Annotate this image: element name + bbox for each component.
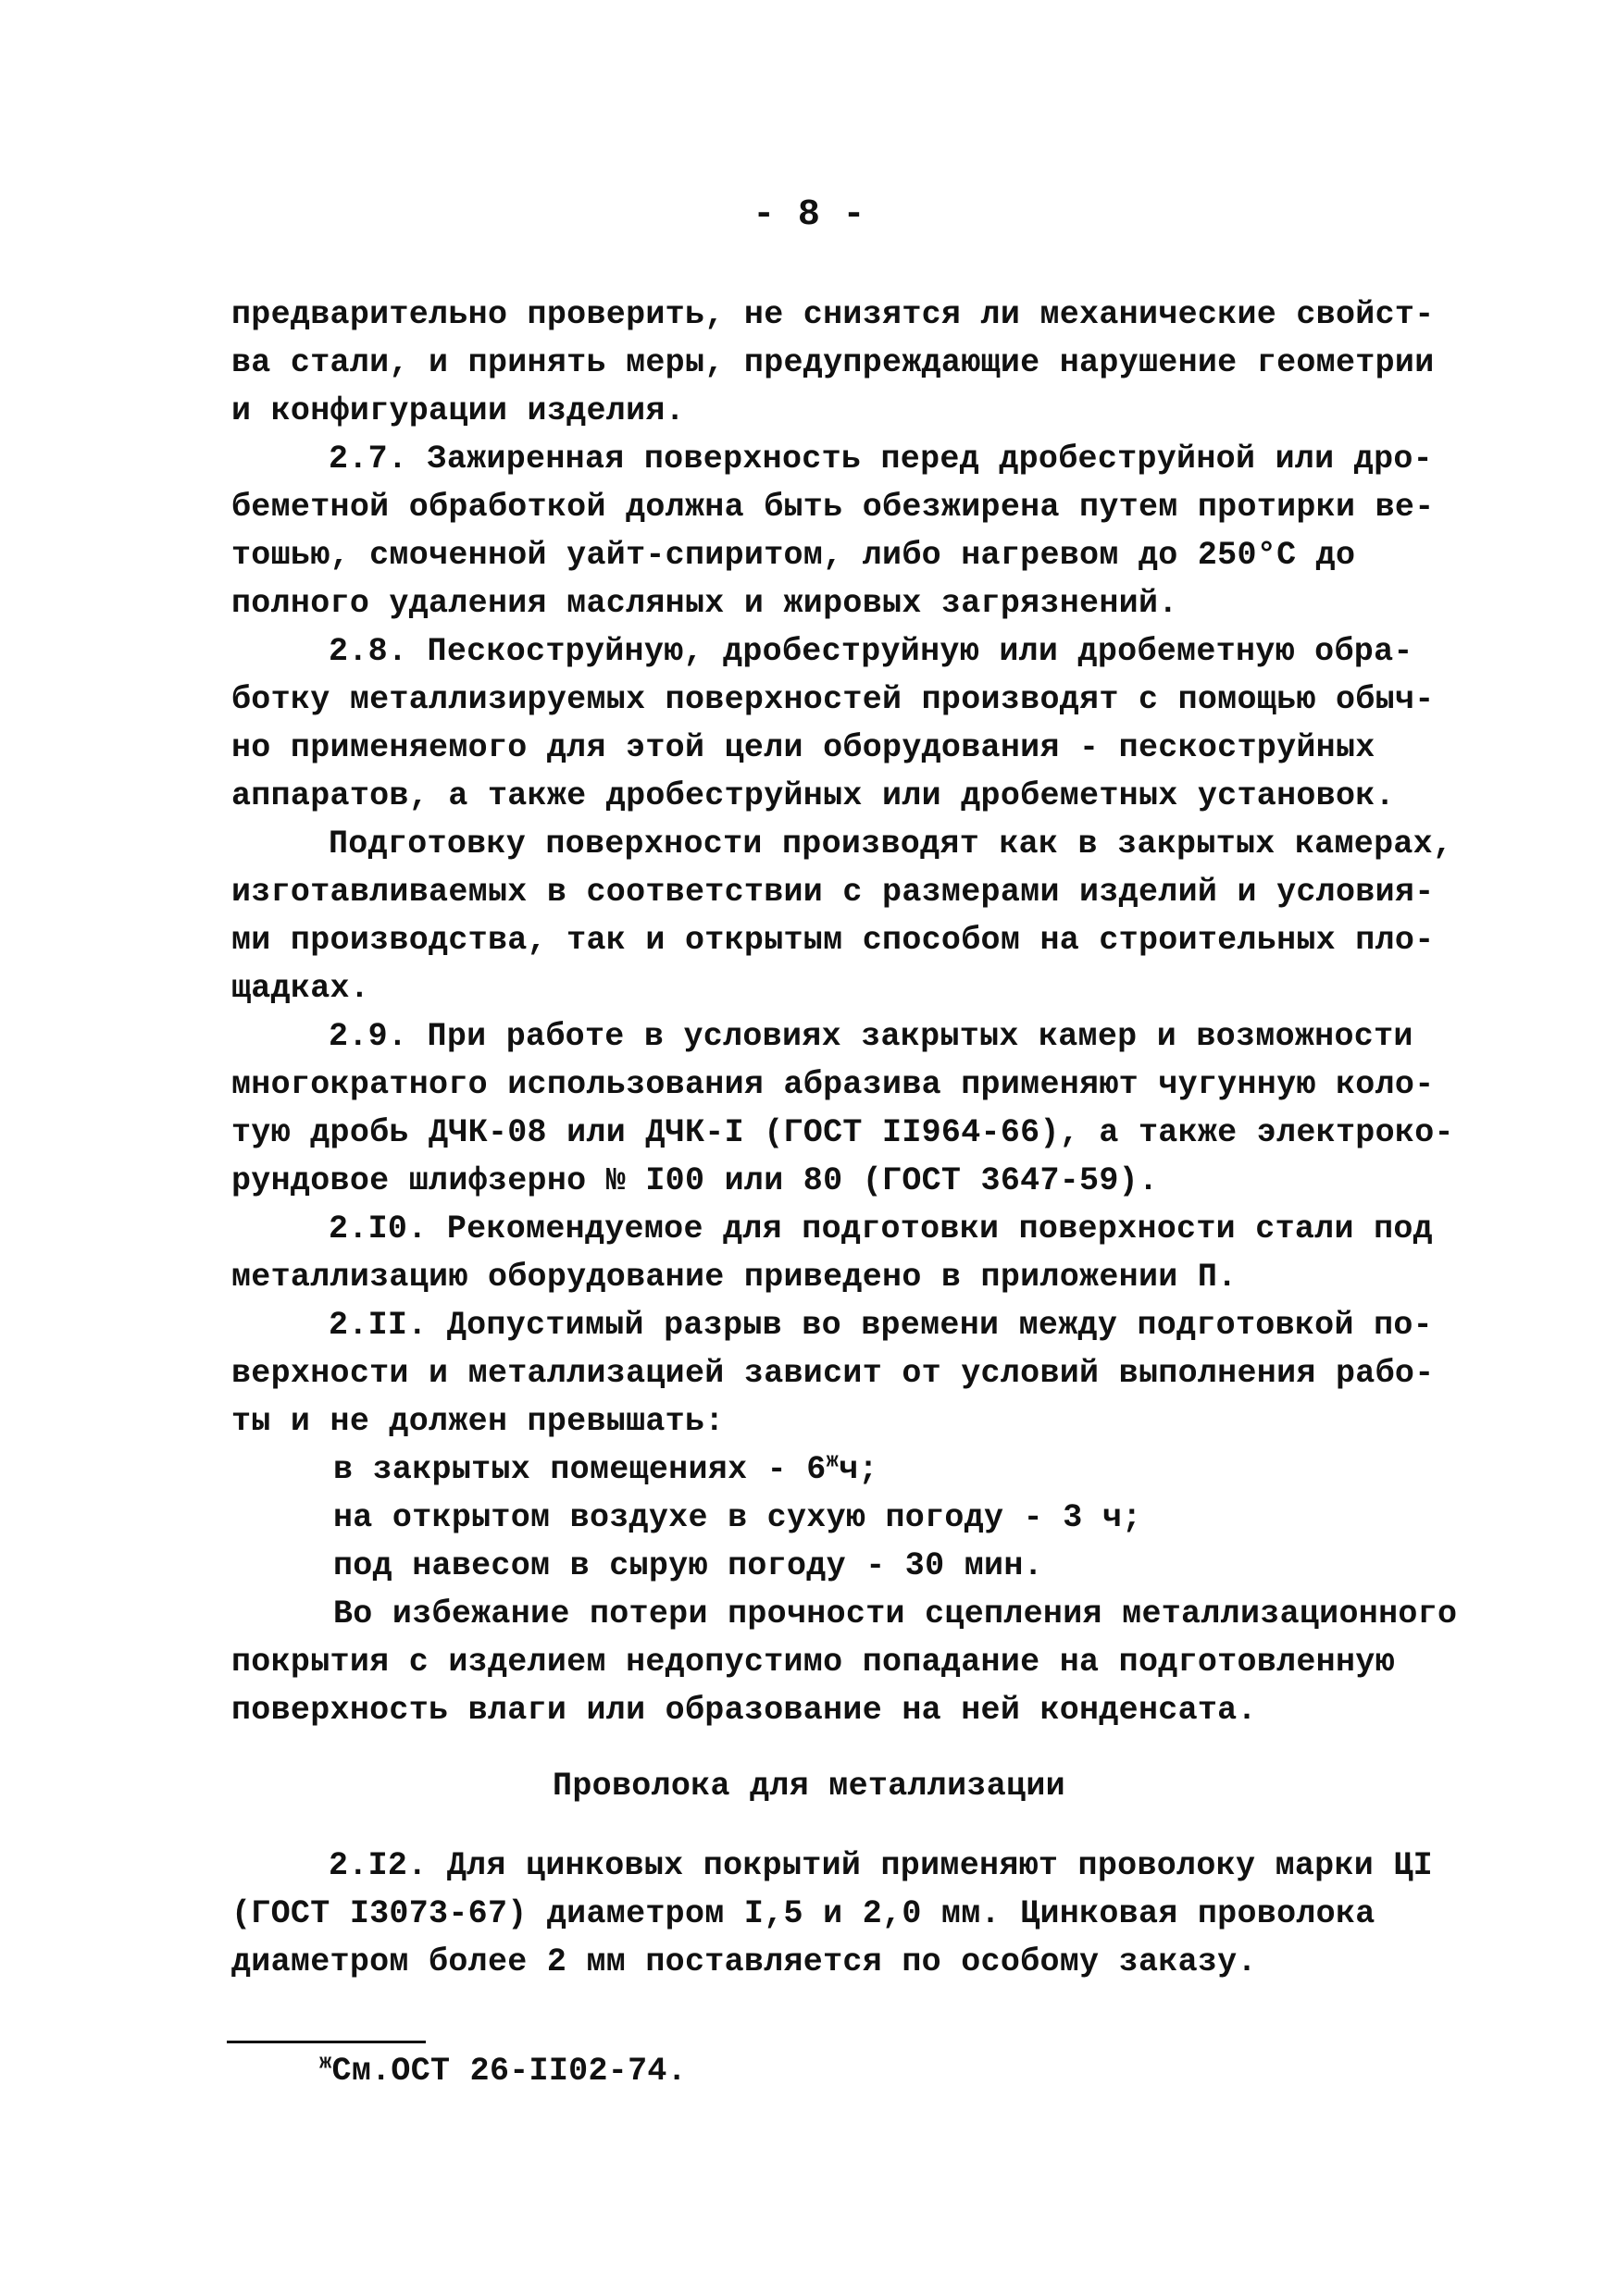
paragraph-start: Подготовку поверхности производят как в закрытых камерах, <box>329 825 1453 863</box>
text-line: но применяемого для этой цели оборудования - пескоструйных <box>231 729 1375 766</box>
text-line: предварительно проверить, не снизятся ли механические свойст- <box>231 296 1435 333</box>
text-line: ми производства, так и открытым способом на строительных пло- <box>231 922 1435 959</box>
text-line: рундовое шлифзерно № I00 или 80 (ГОСТ 3647-59). <box>231 1162 1159 1199</box>
text-line: покрытия с изделием недопустимо попадание на подготовленную <box>231 1644 1395 1681</box>
list-item-unit: ч; <box>839 1451 878 1488</box>
paragraph-2-12-start: 2.I2. Для цинковых покрытий применяют проволоку марки ЦI <box>329 1847 1433 1884</box>
section-heading: Проволока для металлизации <box>553 1768 1065 1805</box>
text-line: и конфигурации изделия. <box>231 392 685 429</box>
text-line: беметной обработкой должна быть обезжирена путем протирки ве- <box>231 489 1435 526</box>
text-line: аппаратов, а также дробеструйных или дробеметных установок. <box>231 777 1395 814</box>
text-line: ва стали, и принять меры, предупреждающие нарушение геометрии <box>231 344 1435 381</box>
list-item-outdoor: на открытом воздухе в сухую погоду - 3 ч; <box>333 1499 1142 1536</box>
list-item-indoor <box>333 1446 878 1494</box>
text-line: поверхность влаги или образование на ней конденсата. <box>231 1692 1257 1729</box>
list-item-text: в закрытых помещениях - 6 <box>333 1451 827 1488</box>
text-line: тую дробь ДЧК-08 или ДЧК-I (ГОСТ II964-66), а также электроко- <box>231 1114 1454 1151</box>
text-line: тошью, смоченной уайт-спиритом, либо нагревом до 250°С до <box>231 537 1356 574</box>
text-line: ботку металлизируемых поверхностей производят с помощью обыч- <box>231 681 1435 718</box>
list-item-shelter: под навесом в сырую погоду - 30 мин. <box>333 1547 1043 1584</box>
text-line: диаметром более 2 мм поставляется по особому заказу. <box>231 1943 1257 1980</box>
footnote-mark: ж <box>826 1449 840 1473</box>
page-number: - 8 - <box>753 194 865 236</box>
footnote-mark: ж <box>319 2051 332 2075</box>
text-line: металлизацию оборудование приведено в приложении П. <box>231 1259 1238 1296</box>
text-line: (ГОСТ I3073-67) диаметром I,5 и 2,0 мм. Цинковая проволока <box>231 1895 1375 1932</box>
footnote-divider <box>227 2041 426 2043</box>
footnote-text: См.ОСТ 26-II02-74. <box>331 2053 687 2090</box>
paragraph-start: Во избежание потери прочности сцепления металлизационного <box>333 1595 1458 1632</box>
paragraph-2-9-start: 2.9. При работе в условиях закрытых камер и возможности <box>329 1018 1413 1055</box>
paragraph-2-10-start: 2.I0. Рекомендуемое для подготовки поверхности стали под <box>329 1210 1433 1247</box>
paragraph-2-11-start: 2.II. Допустимый разрыв во времени между подготовкой по- <box>329 1307 1433 1344</box>
paragraph-2-7-start: 2.7. Зажиренная поверхность перед дробеструйной или дро- <box>329 441 1433 478</box>
text-line: щадках. <box>231 970 370 1007</box>
text-line: верхности и металлизацией зависит от условий выполнения рабо- <box>231 1355 1435 1392</box>
footnote <box>319 2047 687 2095</box>
text-line: полного удаления масляных и жировых загрязнений. <box>231 585 1178 622</box>
text-line: ты и не должен превышать: <box>231 1403 725 1440</box>
paragraph-2-8-start: 2.8. Пескоструйную, дробеструйную или дробеметную обра- <box>329 633 1413 670</box>
text-line: изготавливаемых в соответствии с размерами изделий и условия- <box>231 874 1435 911</box>
text-line: многократного использования абразива применяют чугунную коло- <box>231 1066 1435 1103</box>
